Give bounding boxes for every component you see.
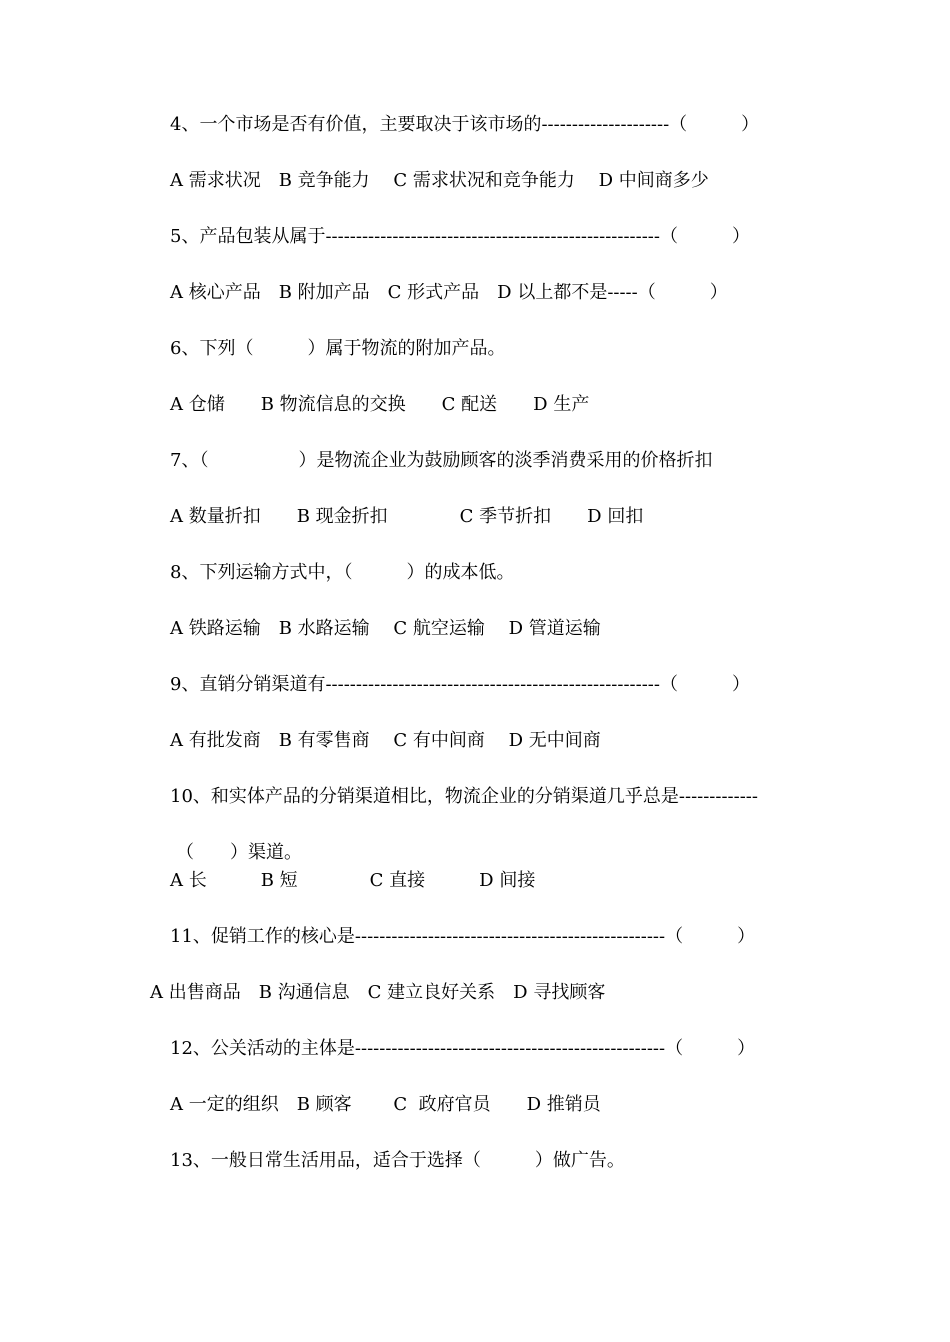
question-6-text: 6、下列（ ）属于物流的附加产品。 <box>170 338 506 359</box>
question-4-options: A 需求状况 B 竞争能力 C 需求状况和竞争能力 D 中间商多少 <box>170 170 709 191</box>
question-11-text: 11、促销工作的核心是---------------------------------------------------（ ） <box>170 926 756 947</box>
question-12-options: A 一定的组织 B 顾客 C 政府官员 D 推销员 <box>170 1094 601 1115</box>
question-5-options: A 核心产品 B 附加产品 C 形式产品 D 以上都不是-----（ ） <box>170 282 728 303</box>
question-10-options: A 长 B 短 C 直接 D 间接 <box>170 870 536 891</box>
question-12-text: 12、公关活动的主体是---------------------------------------------------（ ） <box>170 1038 756 1059</box>
question-13-text: 13、一般日常生活用品，适合于选择（ ）做广告。 <box>170 1150 625 1171</box>
question-5-text: 5、产品包装从属于-------------------------------------------------------（ ） <box>170 226 750 247</box>
question-4-text: 4、一个市场是否有价值，主要取决于该市场的---------------------（ ） <box>170 114 760 135</box>
question-9-options: A 有批发商 B 有零售商 C 有中间商 D 无中间商 <box>170 730 601 751</box>
question-6-options: A 仓储 B 物流信息的交换 C 配送 D 生产 <box>170 394 590 415</box>
question-7-options: A 数量折扣 B 现金折扣 C 季节折扣 D 回扣 <box>170 506 644 527</box>
question-10-text: 10、和实体产品的分销渠道相比，物流企业的分销渠道几乎总是------------- <box>170 786 758 807</box>
question-10-text-continued: （ ）渠道。 <box>176 842 302 863</box>
question-9-text: 9、直销分销渠道有-------------------------------------------------------（ ） <box>170 674 750 695</box>
question-7-text: 7、（ ）是物流企业为鼓励顾客的淡季消费采用的价格折扣 <box>170 450 713 471</box>
question-11-options: A 出售商品 B 沟通信息 C 建立良好关系 D 寻找顾客 <box>150 982 606 1003</box>
question-8-options: A 铁路运输 B 水路运输 C 航空运输 D 管道运输 <box>170 618 601 639</box>
question-8-text: 8、下列运输方式中，（ ）的成本低。 <box>170 562 515 583</box>
